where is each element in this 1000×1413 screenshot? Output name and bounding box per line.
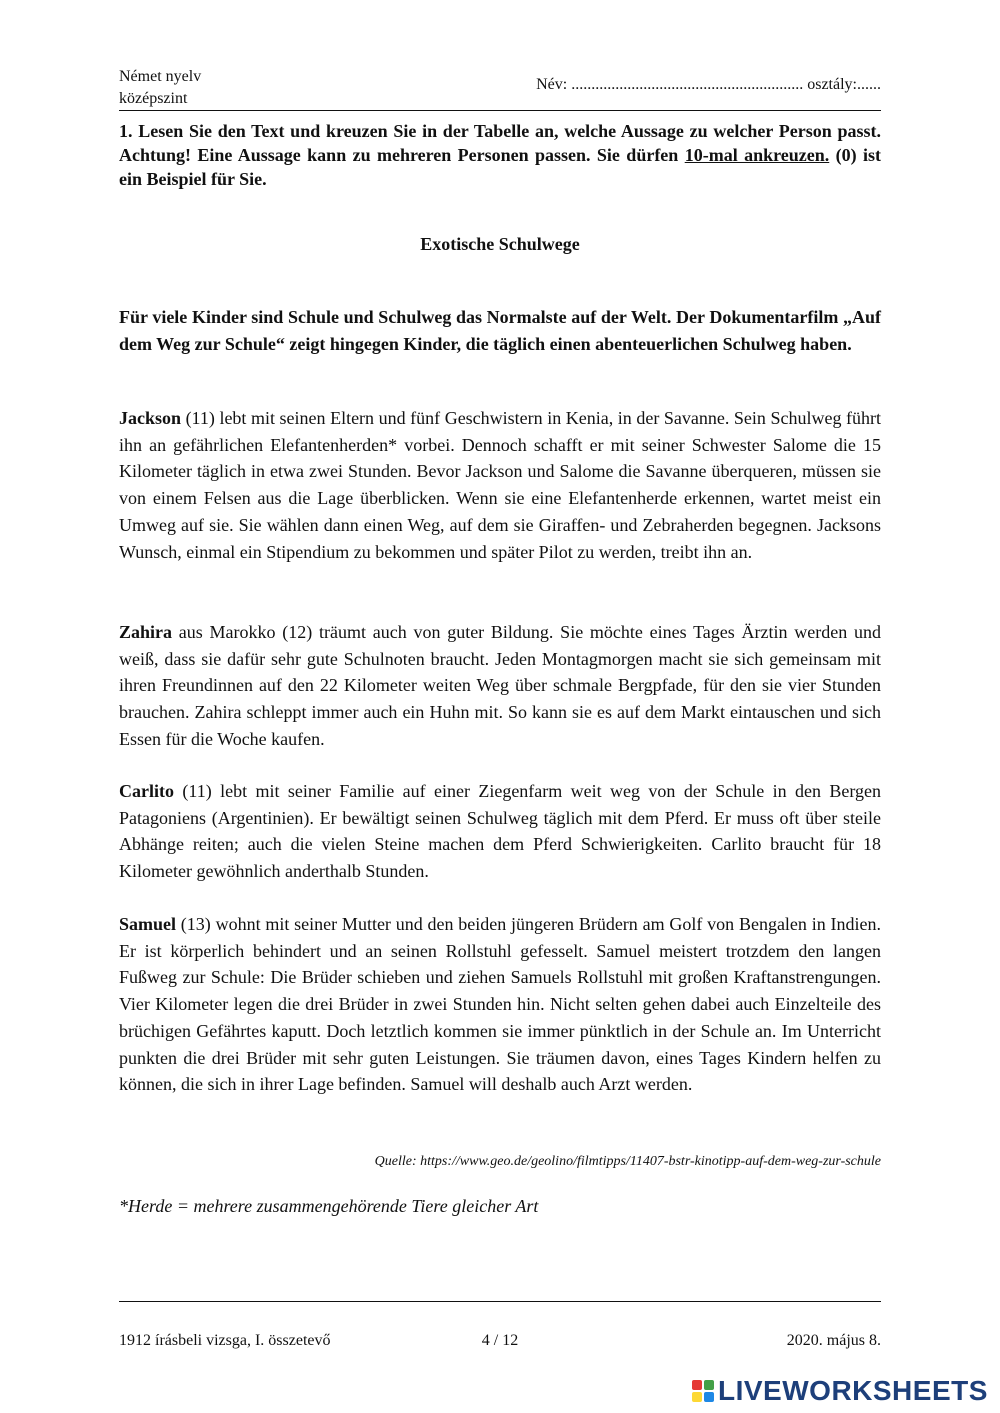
logo-text: LIVEWORKSHEETS [718, 1375, 988, 1406]
exam-code: 1912 írásbeli vizsga, I. összetevő [119, 1332, 331, 1349]
source-citation: Quelle: https://www.geo.de/geolino/filmtipps/11407-bstr-kinotipp-auf-dem-weg-zur-schule [374, 1154, 881, 1169]
logo-square-yellow [692, 1392, 702, 1402]
paragraph-text: (11) lebt mit seinen Eltern und fünf Geschwistern in Kenia, in der Savanne. Sein Schulweg führt ihn an gefährlichen Elefantenherden* vorbei. Dennoch schafft er mit seiner Schwester Salome die 15 Kilometer täglich in etwa zwei Stunden. Bevor Jackson und Salome die Savanne überqueren, müssen sie von einem Felsen aus die Lage überblicken. Wenn sie eine Elefantenherde erkennen, wartet meist ein Umweg auf sie. Sie wählen dann einen Weg, auf dem sie Giraffen- und Zebraherden begegnen. Jacksons Wunsch, einmal ein Stipendium zu bekommen und später Pilot zu werden, treibt ihn an. [119, 408, 881, 562]
paragraph-jackson [119, 405, 881, 565]
paragraph-text: aus Marokko (12) träumt auch von guter Bildung. Sie möchte eines Tages Ärztin werden und weiß, dass sie dafür sehr gute Schulnoten braucht. Jeden Montagmorgen macht sie sich gemeinsam mit ihren Freundinnen auf den 22 Kilometer weiten Weg über schmale Bergpfade, für den sie vier Stunden brauchen. Zahira schleppt immer auch ein Huhn mit. So kann sie es auf dem Markt eintauschen und sich Essen für die Woche kaufen. [119, 622, 881, 749]
paragraph-carlito [119, 778, 881, 885]
task-instruction [119, 119, 881, 191]
logo-square-red [692, 1380, 702, 1390]
paragraph-zahira [119, 619, 881, 753]
person-name: Jackson [119, 408, 182, 428]
subject-line-1: Német nyelv [119, 68, 202, 85]
page-footer [119, 1332, 881, 1354]
person-name: Carlito [119, 781, 174, 801]
paragraph-text: (11) lebt mit seiner Familie auf einer Ziegenfarm weit weg von der Schule in den Bergen Patagoniens (Argentinien). Er bewältigt seinen Schulweg täglich mit dem Pferd. Er muss oft über steile Abhänge reiten; auch die vielen Steine machen dem Pferd Schwierigkeiten. Carlito braucht für 18 Kilometer gewöhnlich anderthalb Stunden. [119, 781, 881, 882]
page-number: 4 / 12 [481, 1332, 519, 1349]
footnote: *Herde = mehrere zusammengehörende Tiere gleicher Art [119, 1196, 539, 1216]
person-name: Samuel [119, 914, 177, 934]
article-title: Exotische Schulwege [420, 234, 580, 254]
logo-square-green [704, 1380, 714, 1390]
liveworksheets-logo[interactable] [692, 1376, 988, 1406]
exam-date: 2020. május 8. [786, 1332, 881, 1349]
header-divider [119, 110, 881, 111]
instruction-part-1: 1. Lesen Sie den Text und kreuzen Sie in der Tabelle an, welche Aussage zu welcher Person passt. Achtung! Eine Aussage kann zu mehreren Personen passen. Sie dürfen [119, 121, 881, 165]
article-lead: Für viele Kinder sind Schule und Schulweg das Normalste auf der Welt. Der Dokumentarfilm „Auf dem Weg zur Schule“ zeigt hingegen Kinder, die täglich einen abenteuerlichen Schulweg haben. [119, 307, 881, 354]
instruction-underlined: 10-mal ankreuzen. [684, 145, 830, 165]
paragraph-text: (13) wohnt mit seiner Mutter und den beiden jüngeren Brüdern am Golf von Bengalen in Indien. Er ist körperlich behindert und an seinen Rollstuhl gefesselt. Samuel meistert trotzdem den langen Fußweg zur Schule: Die Brüder schieben und ziehen Samuels Rollstuhl mit großen Kraftanstrengungen. Vier Kilometer legen die drei Brüder in zwei Stunden hin. Nicht selten gehen dabei auch Einzelteile des brüchigen Gefährtes kaputt. Doch letztlich kommen sie immer pünktlich in der Schule an. Im Unterricht punkten die drei Brüder mit sehr guten Leistungen. Sie träumen davon, eines Tages Kindern helfen zu können, die sich in ihrer Lage befinden. Samuel will deshalb auch Arzt werden. [119, 914, 881, 1095]
paragraph-samuel [119, 911, 881, 1098]
subject-label [119, 66, 201, 110]
footer-divider [119, 1301, 881, 1302]
instruction-part-2: (0) ist ein Beispiel für Sie. [119, 145, 881, 189]
logo-square-blue [704, 1392, 714, 1402]
logo-mark-icon [692, 1380, 714, 1402]
person-name: Zahira [119, 622, 173, 642]
name-class-field[interactable]: Név: .......................................................... osztály:...... [536, 76, 881, 93]
subject-line-2: középszint [119, 90, 188, 107]
page-header [119, 66, 881, 110]
